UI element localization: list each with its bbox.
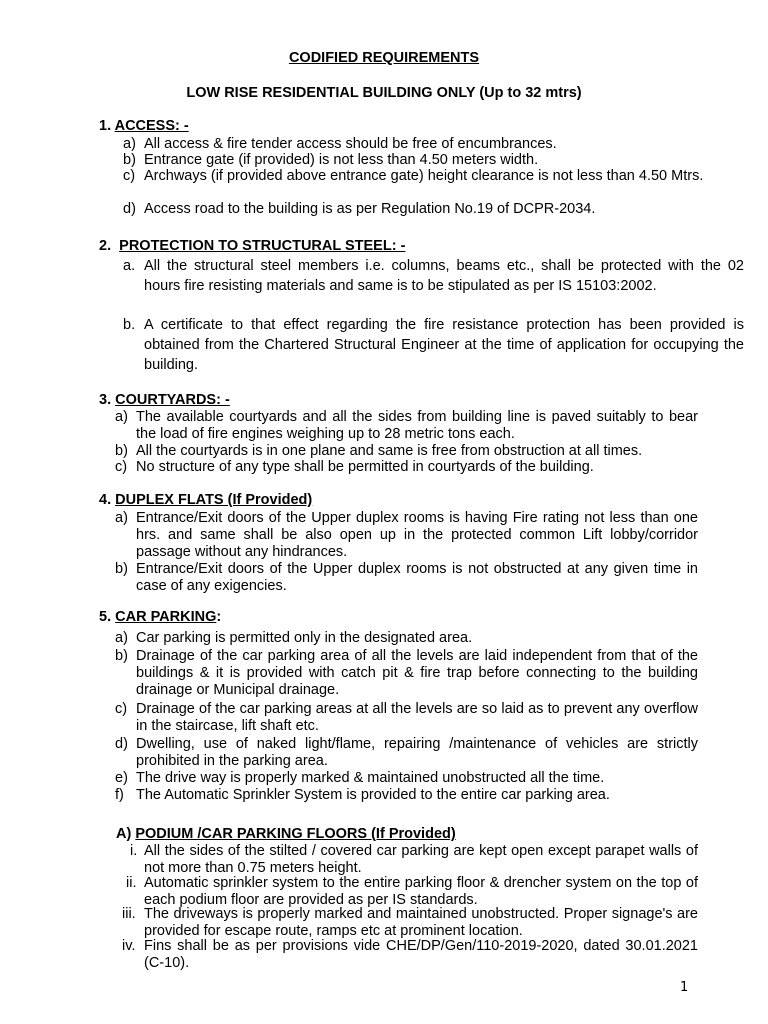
item-text: Entrance gate (if provided) is not less than 4.50 meters width. xyxy=(144,152,539,168)
item-text: All the courtyards is in one plane and same is free from obstruction at all times. xyxy=(136,443,643,459)
section-structural-steel-heading xyxy=(99,238,405,254)
item-text: Entrance/Exit doors of the Upper duplex rooms is having Fire rating not less than one hrs. and same shall be also open up in the protected common Lift lobby/corridor passage without any hindrances. xyxy=(136,510,698,560)
item-text: Dwelling, use of naked light/flame, repairing /maintenance of vehicles are strictly prohibited in the parking area. xyxy=(136,736,698,769)
list-item xyxy=(123,152,744,169)
item-text: The drive way is properly marked & maintained unobstructed all the time. xyxy=(136,770,605,786)
section-number: 1. xyxy=(99,118,112,134)
section-title: COURTYARDS: - xyxy=(115,392,230,408)
list-item xyxy=(115,409,698,443)
item-marker: c) xyxy=(123,168,136,184)
section-courtyards-heading xyxy=(99,392,230,408)
item-text: Archways (if provided above entrance gate) height clearance is not less than 4.50 Mtrs. xyxy=(144,168,704,184)
document-subheading: LOW RISE RESIDENTIAL BUILDING ONLY (Up to 32 mtrs) xyxy=(186,85,582,101)
list-item xyxy=(123,136,744,153)
item-marker: ii. xyxy=(126,875,137,891)
item-text: Drainage of the car parking areas at all the levels are so laid as to prevent any overflow in the staircase, lift shaft etc. xyxy=(136,701,698,734)
list-item xyxy=(123,168,744,185)
item-marker: d) xyxy=(123,201,136,217)
item-text: A certificate to that effect regarding the fire resistance protection has been provided is obtained from the Chartered Structural Engineer at the time of application for occupying the building. xyxy=(144,317,744,373)
item-text: No structure of any type shall be permitted in courtyards of the building. xyxy=(136,459,594,475)
item-text: Access road to the building is as per Regulation No.19 of DCPR-2034. xyxy=(144,201,596,217)
item-text: All the sides of the stilted / covered car parking are kept open except parapet walls of not more than 0.75 meters height. xyxy=(144,843,698,876)
list-item xyxy=(130,843,698,877)
item-marker: iv. xyxy=(122,938,136,954)
item-text: All access & fire tender access should be free of encumbrances. xyxy=(144,136,557,152)
item-marker: c) xyxy=(115,459,128,475)
list-item xyxy=(115,701,698,735)
list-item xyxy=(122,906,698,940)
list-item xyxy=(123,256,744,296)
section-access-heading xyxy=(99,118,189,134)
item-marker: e) xyxy=(115,770,128,786)
section-title: DUPLEX FLATS (If Provided) xyxy=(115,492,313,508)
item-marker: a. xyxy=(123,258,136,274)
item-text: Automatic sprinkler system to the entire parking floor & drencher system on the top of each podium floor are provided as per IS standards. xyxy=(144,875,698,908)
item-text: Drainage of the car parking area of all the levels are laid independent from that of the buildings & it is provided with catch pit & fire trap before connecting to the building drainage or Municipal drainage. xyxy=(136,648,698,698)
list-item xyxy=(115,630,698,647)
item-marker: a) xyxy=(115,510,128,526)
item-text: Car parking is permitted only in the designated area. xyxy=(136,630,473,646)
list-item xyxy=(126,875,698,909)
item-text: The available courtyards and all the sides from building line is paved suitably to bear the load of fire engines weighing up to 28 metric tons each. xyxy=(136,409,698,442)
list-item xyxy=(115,443,698,460)
list-item xyxy=(122,938,698,972)
section-title: ACCESS: - xyxy=(114,118,189,134)
subsection-podium-heading xyxy=(116,826,456,842)
list-item xyxy=(115,770,698,787)
section-number: 5. xyxy=(99,609,112,625)
list-item xyxy=(123,315,744,375)
item-marker: iii. xyxy=(122,906,136,922)
list-item xyxy=(115,736,698,770)
item-marker: i. xyxy=(130,843,138,859)
subsection-title: PODIUM /CAR PARKING FLOORS (If Provided) xyxy=(135,826,456,842)
list-item xyxy=(115,459,698,476)
section-number: 3. xyxy=(99,392,112,408)
item-marker: f) xyxy=(115,787,124,803)
item-marker: b. xyxy=(123,317,136,333)
section-duplex-flats-heading xyxy=(99,492,312,508)
item-marker: b) xyxy=(115,443,128,459)
item-text: Entrance/Exit doors of the Upper duplex rooms is not obstructed at any given time in case of any exigencies. xyxy=(136,561,698,594)
page-number: 1 xyxy=(680,980,689,995)
item-marker: c) xyxy=(115,701,128,717)
item-marker: b) xyxy=(115,648,128,664)
section-title-colon: : xyxy=(216,609,222,625)
item-text: The Automatic Sprinkler System is provided to the entire car parking area. xyxy=(136,787,610,803)
section-title: CAR PARKING xyxy=(115,609,217,625)
subsection-number: A) xyxy=(116,826,132,842)
item-text: All the structural steel members i.e. columns, beams etc., shall be protected with the 02 hours fire resisting materials and same is to be stipulated as per IS 15103:2002. xyxy=(144,258,744,294)
item-marker: a) xyxy=(123,136,136,152)
document-heading: CODIFIED REQUIREMENTS xyxy=(288,50,480,66)
item-marker: d) xyxy=(115,736,128,752)
list-item xyxy=(115,787,698,804)
item-text: Fins shall be as per provisions vide CHE/DP/Gen/110-2019-2020, dated 30.01.2021 (C-10). xyxy=(144,938,698,971)
list-item xyxy=(123,201,744,218)
section-number: 2. xyxy=(99,238,112,254)
list-item xyxy=(115,648,698,699)
section-number: 4. xyxy=(99,492,112,508)
item-marker: b) xyxy=(115,561,128,577)
item-marker: b) xyxy=(123,152,136,168)
item-text: The driveways is properly marked and maintained unobstructed. Proper signage's are provided for escape route, ramps etc at prominent location. xyxy=(144,906,698,939)
section-title: PROTECTION TO STRUCTURAL STEEL: - xyxy=(119,238,406,254)
item-marker: a) xyxy=(115,409,128,425)
list-item xyxy=(115,510,698,561)
list-item xyxy=(115,561,698,595)
section-car-parking-heading xyxy=(99,609,221,625)
item-marker: a) xyxy=(115,630,128,646)
